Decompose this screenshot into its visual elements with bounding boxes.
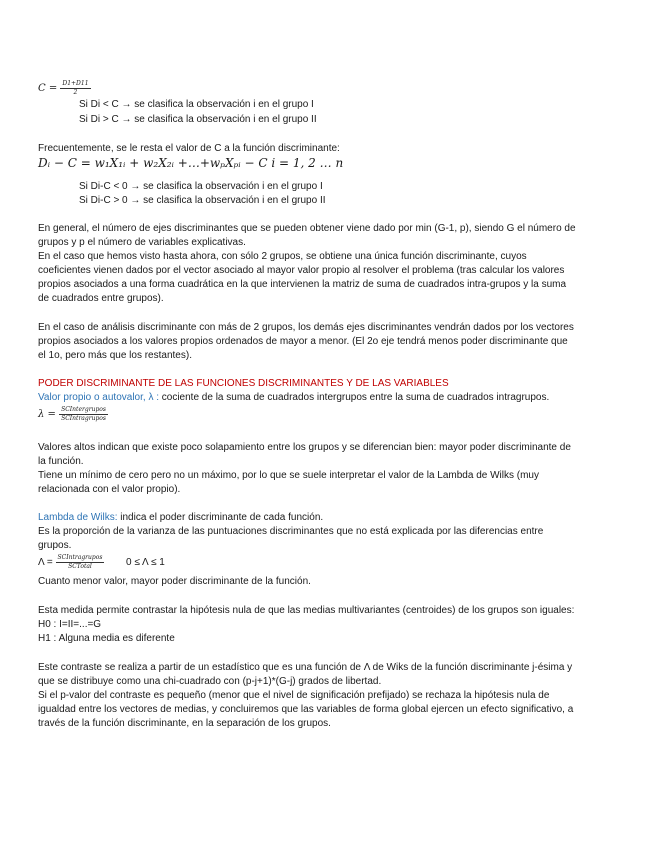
formula-c-numerator: D1+D11 xyxy=(62,80,89,87)
formula-lambda-fraction xyxy=(59,406,108,423)
valor-propio-term: Valor propio o autovalor, λ : xyxy=(38,392,159,403)
formula-lambda-numerator: SCIntergrupos xyxy=(59,406,108,415)
lambda-wilks-text: indica el poder discriminante de cada función. xyxy=(117,512,324,523)
lambda-wilks-term: Lambda de Wilks: xyxy=(38,512,118,523)
rule2-line: Si Di-C < 0 → se clasifica la observación i en el grupo I xyxy=(79,181,323,192)
lambda-wilks-after: Cuanto menor valor, mayor poder discriminante de la función. xyxy=(38,576,311,587)
para-contraste-line: que se distribuye como una chi-cuadrado con (p-j+1)*(G-j) grados de libertad. xyxy=(38,676,382,687)
para-general-line: coeficientes vienen dados por el vector asociado al mayor valor propio al resolver el problema (tras calcular los valores xyxy=(38,265,565,276)
para-valores-line: Valores altos indican que existe poco solapamiento entre los grupos y se diferencian bien: mayor poder discriminante de xyxy=(38,442,571,453)
formula-lambda xyxy=(38,406,108,423)
para-valores-line: la función. xyxy=(38,456,84,467)
para-general-line: grupos y p el número de variables explicativas. xyxy=(38,237,246,248)
formula-wilks-denominator: SCTotal xyxy=(68,563,92,570)
lambda-wilks-def xyxy=(38,511,323,524)
para-general-line: En general, el número de ejes discriminantes que se pueden obtener viene dado por min (G-1, p), siendo G el número de xyxy=(38,223,576,234)
formula-c-lhs: C = xyxy=(38,83,58,94)
formula-d: Dᵢ − C = w₁X₁ᵢ + w₂X₂ᵢ +…+wₚXₚᵢ − C i = 1, 2 … n xyxy=(38,156,344,170)
hypothesis-h1: H1 : Alguna media es diferente xyxy=(38,633,175,644)
formula-wilks-numerator: SCIntragrupos xyxy=(57,554,103,561)
para-valores-line: relacionada con el valor propio). xyxy=(38,484,181,495)
lambda-wilks-line: Es la proporción de la varianza de las puntuaciones discriminantes que no está explicada por las diferencias entre xyxy=(38,526,544,537)
formula-c-fraction xyxy=(60,80,90,97)
lambda-wilks-line: grupos. xyxy=(38,540,72,551)
para-general-line: de cuadrados entre grupos). xyxy=(38,293,164,304)
hypothesis-h0: H0 : I=II=...=G xyxy=(38,619,102,630)
formula-c-denominator: 2 xyxy=(73,89,78,96)
valor-propio-text: cociente de la suma de cuadrados intergrupos entre la suma de cuadrados intragrupos. xyxy=(159,392,550,403)
formula-wilks-range: 0 ≤ Λ ≤ 1 xyxy=(126,557,165,569)
formula-wilks xyxy=(38,554,165,571)
formula-lambda-lhs: λ = xyxy=(38,409,56,420)
para-valores-line: Tiene un mínimo de cero pero no un máximo, por lo que se suele interpretar el valor de la Lambda de Wilks (muy xyxy=(38,470,539,481)
valor-propio-def xyxy=(38,391,549,404)
rule1-line: Si Di > C → se clasifica la observación i en el grupo II xyxy=(79,114,317,125)
para-contraste-line: Si el p-valor del contraste es pequeño (menor que el nivel de significación prefijado) se rechaza la hipótesis nula de xyxy=(38,690,550,701)
para-contraste-line: igualdad entre los vectores de medias, y concluiremos que las variables de forma global ejercen un efecto significativo, a xyxy=(38,704,574,715)
para-medida-line: Esta medida permite contrastar la hipótesis nula de que las medias multivariantes (centroides) de los grupos son iguales: xyxy=(38,605,575,616)
para-general-line: propios asociados a una forma cuadrática en la que intervienen la matriz de suma de cuadrados intra-grupos y la suma xyxy=(38,279,567,290)
para-mas-line: En el caso de análisis discriminante con más de 2 grupos, los demás ejes discriminantes vendrán dados por los vectores xyxy=(38,322,574,333)
para-general-line: En el caso que hemos visto hasta ahora, con sólo 2 grupos, se obtiene una única función discriminante, cuyos xyxy=(38,251,527,262)
para-mas-line: propios asociados a los valores propios ordenados de mayor a menor. (El 2o eje tendrá menos poder discriminante que xyxy=(38,336,568,347)
rule1-line: Si Di < C → se clasifica la observación i en el grupo I xyxy=(79,99,314,110)
section-heading: PODER DISCRIMINANTE DE LAS FUNCIONES DISCRIMINANTES Y DE LAS VARIABLES xyxy=(38,378,449,389)
para-contraste-line: Este contraste se realiza a partir de un estadístico que es una función de Λ de Wiks de la función discriminante j-ésima y xyxy=(38,662,573,673)
para-freq: Frecuentemente, se le resta el valor de C a la función discriminante: xyxy=(38,143,340,154)
formula-wilks-fraction xyxy=(56,554,105,571)
para-contraste-line: través de la función discriminante, en la separación de los grupos. xyxy=(38,718,331,729)
para-mas-line: el 1o, pero más que los restantes). xyxy=(38,350,192,361)
formula-wilks-lhs: Λ = xyxy=(38,557,53,569)
formula-c xyxy=(38,80,91,97)
formula-lambda-denominator: SCIntragrupos xyxy=(61,415,106,422)
rule2-line: Si Di-C > 0 → se clasifica la observación i en el grupo II xyxy=(79,195,326,206)
